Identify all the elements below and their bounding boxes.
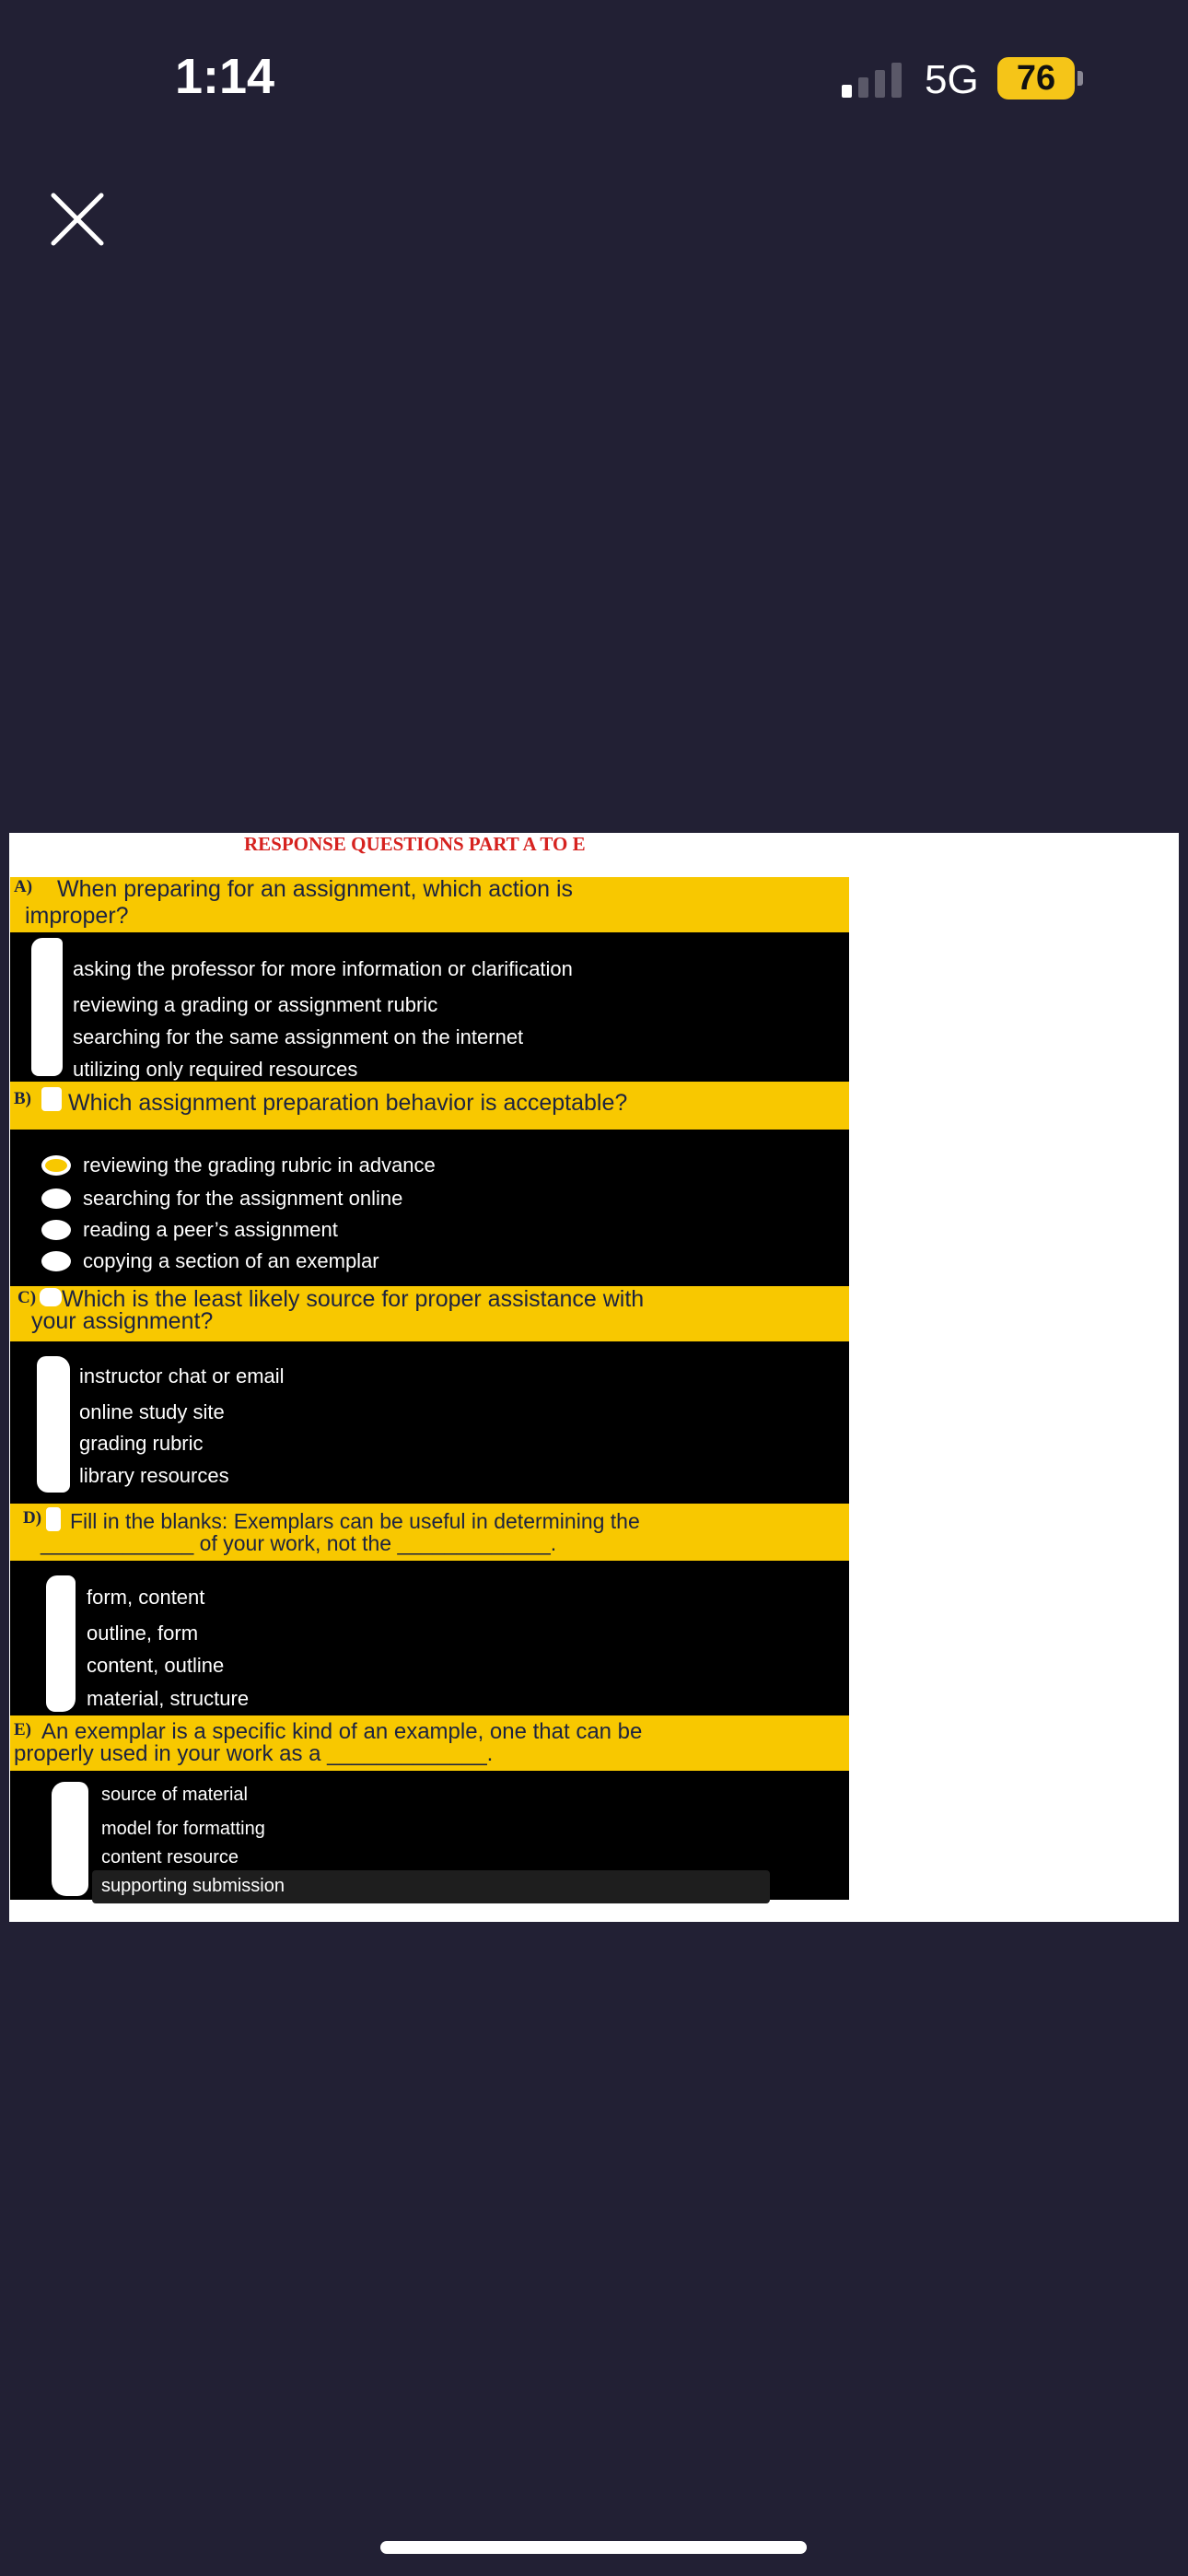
radio-b-3[interactable] (41, 1220, 71, 1240)
radio-b-2[interactable] (41, 1188, 71, 1209)
option-c-3[interactable]: grading rubric (79, 1432, 204, 1455)
option-a-3[interactable]: searching for the same assignment on the internet (73, 1025, 524, 1048)
option-e-4[interactable]: supporting submission (101, 1876, 285, 1896)
question-a-line2: improper? (25, 903, 129, 929)
option-a-2[interactable]: reviewing a grading or assignment rubric (73, 993, 438, 1016)
option-a-4[interactable]: utilizing only required resources (73, 1058, 358, 1081)
option-d-2[interactable]: outline, form (87, 1622, 199, 1645)
radio-b-4[interactable] (41, 1251, 71, 1271)
option-d-4[interactable]: material, structure (87, 1687, 250, 1710)
document-title: RESPONSE QUESTIONS PART A TO E (244, 833, 586, 855)
question-b-line1: Which assignment preparation behavior is acceptable? (68, 1090, 628, 1116)
close-icon (48, 190, 107, 249)
option-d-3[interactable]: content, outline (87, 1654, 225, 1677)
question-d-letter: D) (23, 1508, 42, 1528)
home-indicator[interactable] (380, 2541, 807, 2554)
redaction-d (46, 1575, 76, 1712)
question-c-letter: C) (17, 1288, 37, 1307)
question-d-line1: Fill in the blanks: Exemplars can be useful in determining the (70, 1509, 640, 1533)
question-e-line1: An exemplar is a specific kind of an example, one that can be (41, 1719, 643, 1744)
redaction-e (52, 1782, 88, 1896)
signal-icon (842, 63, 902, 98)
redaction-d-mark (46, 1507, 61, 1531)
redaction-c-mark (40, 1288, 62, 1306)
radio-b-1[interactable] (41, 1155, 71, 1176)
option-c-4[interactable]: library resources (79, 1464, 229, 1487)
close-button[interactable] (48, 190, 107, 249)
question-b-letter: B) (14, 1089, 31, 1108)
option-d-1[interactable]: form, content (87, 1586, 205, 1609)
question-a-letter: A) (14, 877, 33, 896)
status-time: 1:14 (175, 49, 275, 104)
option-b-1[interactable]: reviewing the grading rubric in advance (83, 1153, 436, 1177)
network-label: 5G (925, 57, 979, 102)
battery-level: 76 (1016, 58, 1056, 98)
question-d-line2: _____________ of your work, not the _____________. (41, 1531, 557, 1555)
question-c-line1: Which is the least likely source for proper assistance with (62, 1286, 645, 1312)
option-c-2[interactable]: online study site (79, 1400, 225, 1423)
option-e-1[interactable]: source of material (101, 1785, 248, 1805)
question-a-line1: When preparing for an assignment, which action is (57, 876, 574, 902)
question-e-letter: E) (14, 1720, 31, 1739)
option-a-1[interactable]: asking the professor for more information or clarification (73, 957, 573, 980)
battery-icon (997, 57, 1075, 100)
battery-tip (1077, 71, 1083, 86)
redaction-a (31, 938, 63, 1076)
redaction-b-mark (41, 1087, 62, 1111)
option-b-2[interactable]: searching for the assignment online (83, 1187, 403, 1210)
option-b-3[interactable]: reading a peer’s assignment (83, 1218, 338, 1241)
option-e-2[interactable]: model for formatting (101, 1819, 265, 1839)
option-c-1[interactable]: instructor chat or email (79, 1364, 285, 1388)
question-c-line2: your assignment? (31, 1308, 214, 1334)
question-e-line2: properly used in your work as a _____________. (14, 1741, 494, 1766)
option-e-3[interactable]: content resource (101, 1847, 239, 1868)
option-b-4[interactable]: copying a section of an exemplar (83, 1249, 379, 1272)
redaction-c (37, 1356, 70, 1493)
